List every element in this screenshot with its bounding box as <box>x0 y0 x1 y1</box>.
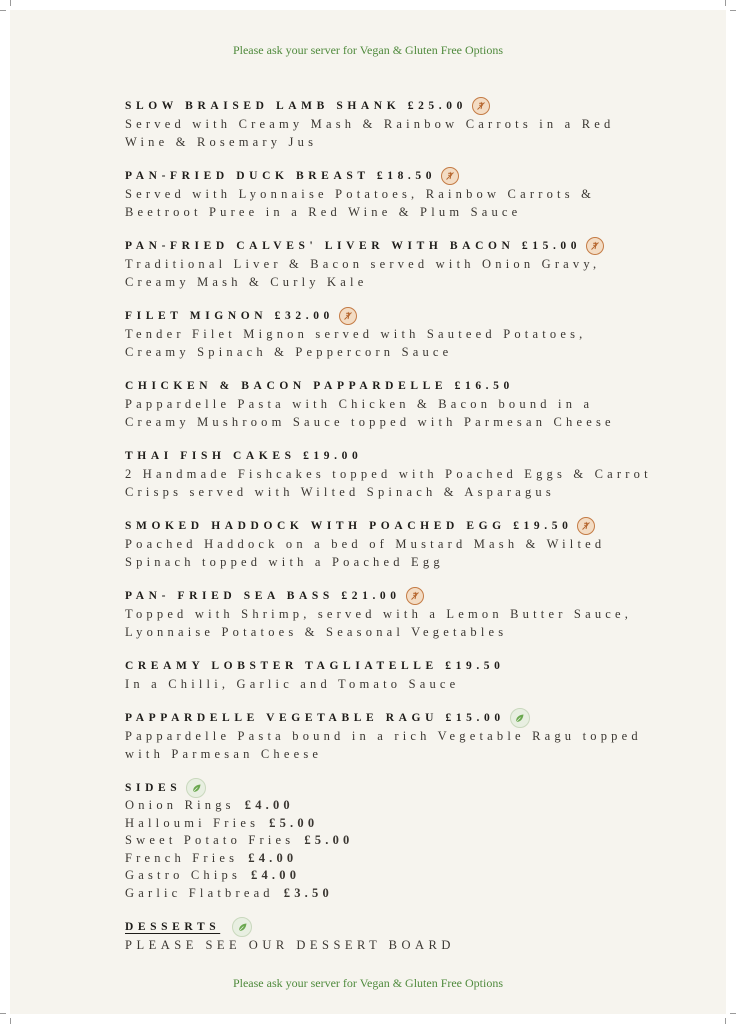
menu-page <box>10 10 726 1014</box>
menu-item <box>125 657 715 693</box>
menu-item-name: PAN- FRIED SEA BASS £21.00 <box>125 590 401 602</box>
side-item-name: Gastro Chips <box>125 868 242 882</box>
menu-item-description: Topped with Shrimp, served with a Lemon Butter Sauce, <box>125 607 633 621</box>
crop-mark <box>730 1013 736 1014</box>
menu-item-description: Crisps served with Wilted Spinach & Asparagus <box>125 485 555 499</box>
side-item-price: £4.00 <box>248 850 298 865</box>
menu-item-description: Poached Haddock on a bed of Mustard Mash & Wilted <box>125 537 606 551</box>
bottom-notice: Please ask your server for Vegan & Gluten Free Options <box>232 976 504 990</box>
top-notice: Please ask your server for Vegan & Gluten Free Options <box>232 43 504 57</box>
menu-item-name: FILET MIGNON £32.00 <box>125 310 334 322</box>
menu-item-name: SMOKED HADDOCK WITH POACHED EGG £19.50 <box>125 520 573 532</box>
side-item <box>125 797 715 815</box>
menu-item-description: Wine & Rosemary Jus <box>125 135 318 149</box>
menu-item-description: 2 Handmade Fishcakes topped with Poached Eggs & Carrot <box>125 467 652 481</box>
gluten-free-icon <box>472 97 490 115</box>
menu-item-description: Traditional Liver & Bacon served with Onion Gravy, <box>125 257 601 271</box>
gluten-free-icon <box>441 167 459 185</box>
menu-item-description: Tender Filet Mignon served with Sauteed Potatoes, <box>125 327 587 341</box>
crop-mark <box>0 1013 6 1014</box>
menu-item <box>125 447 715 501</box>
menu-item-description: Creamy Mushroom Sauce topped with Parmesan Cheese <box>125 415 615 429</box>
menu-item-description: with Parmesan Cheese <box>125 747 323 761</box>
menu-item-name: SLOW BRAISED LAMB SHANK £25.00 <box>125 100 467 112</box>
menu-item <box>125 307 715 361</box>
side-item-price: £5.00 <box>304 833 354 847</box>
menu-item-name: CHICKEN & BACON PAPPARDELLE £16.50 <box>125 380 514 392</box>
vegetarian-leaf-icon <box>232 917 252 937</box>
side-item <box>125 867 715 885</box>
crop-mark <box>10 1018 11 1024</box>
menu-item <box>125 237 715 291</box>
menu-item <box>125 97 715 151</box>
sides-section <box>125 779 715 902</box>
menu-item <box>125 587 715 641</box>
menu-item-description: Beetroot Puree in a Red Wine & Plum Sauce <box>125 205 522 219</box>
gluten-free-icon <box>577 517 595 535</box>
gluten-free-icon <box>406 587 424 605</box>
menu-list <box>125 97 715 970</box>
side-item-price: £5.00 <box>269 815 319 830</box>
side-item-name: Garlic Flatbread <box>125 885 274 900</box>
side-item <box>125 832 715 850</box>
side-item-name: French Fries <box>125 850 239 865</box>
desserts-title: DESSERTS <box>125 921 221 933</box>
crop-mark <box>0 10 6 11</box>
menu-item-name: CREAMY LOBSTER TAGLIATELLE £19.50 <box>125 660 505 672</box>
menu-item-description: Served with Lyonnaise Potatoes, Rainbow Carrots & <box>125 187 596 201</box>
desserts-section <box>125 918 715 954</box>
side-item-price: £4.00 <box>251 868 301 882</box>
vegetarian-leaf-icon <box>186 778 206 798</box>
side-item <box>125 885 715 903</box>
menu-item-description: In a Chilli, Garlic and Tomato Sauce <box>125 677 460 691</box>
crop-mark <box>725 1018 726 1024</box>
menu-item-name: PAPPARDELLE VEGETABLE RAGU £15.00 <box>125 712 505 724</box>
menu-item-description: Served with Creamy Mash & Rainbow Carrots in a Red <box>125 117 615 131</box>
menu-item-name: PAN-FRIED CALVES' LIVER WITH BACON £15.00 <box>125 240 582 252</box>
sides-title: SIDES <box>125 782 182 794</box>
menu-item-name: THAI FISH CAKES £19.00 <box>125 450 363 462</box>
menu-item-description: Creamy Mash & Curly Kale <box>125 275 368 289</box>
mains-section <box>125 97 715 763</box>
menu-item <box>125 377 715 431</box>
menu-item <box>125 517 715 571</box>
menu-item <box>125 167 715 221</box>
crop-mark <box>10 0 11 6</box>
side-item <box>125 815 715 833</box>
menu-item-description: Creamy Spinach & Peppercorn Sauce <box>125 345 453 359</box>
menu-item-name: PAN-FRIED DUCK BREAST £18.50 <box>125 170 437 182</box>
menu-item-description: Pappardelle Pasta bound in a rich Vegetable Ragu topped <box>125 729 642 743</box>
menu-item-description: Pappardelle Pasta with Chicken & Bacon bound in a <box>125 397 594 411</box>
gluten-free-icon <box>586 237 604 255</box>
gluten-free-icon <box>339 307 357 325</box>
side-item-name: Sweet Potato Fries <box>125 833 295 847</box>
side-item-price: £3.50 <box>283 885 333 900</box>
desserts-text: PLEASE SEE OUR DESSERT BOARD <box>125 938 455 952</box>
crop-mark <box>725 0 726 6</box>
vegetarian-leaf-icon <box>510 708 530 728</box>
crop-mark <box>730 10 736 11</box>
side-item-price: £4.00 <box>244 798 294 812</box>
side-item-name: Halloumi Fries <box>125 815 260 830</box>
side-item-name: Onion Rings <box>125 798 235 812</box>
menu-item-description: Spinach topped with a Poached Egg <box>125 555 444 569</box>
side-item <box>125 850 715 868</box>
menu-item <box>125 709 715 763</box>
menu-item-description: Lyonnaise Potatoes & Seasonal Vegetables <box>125 625 508 639</box>
